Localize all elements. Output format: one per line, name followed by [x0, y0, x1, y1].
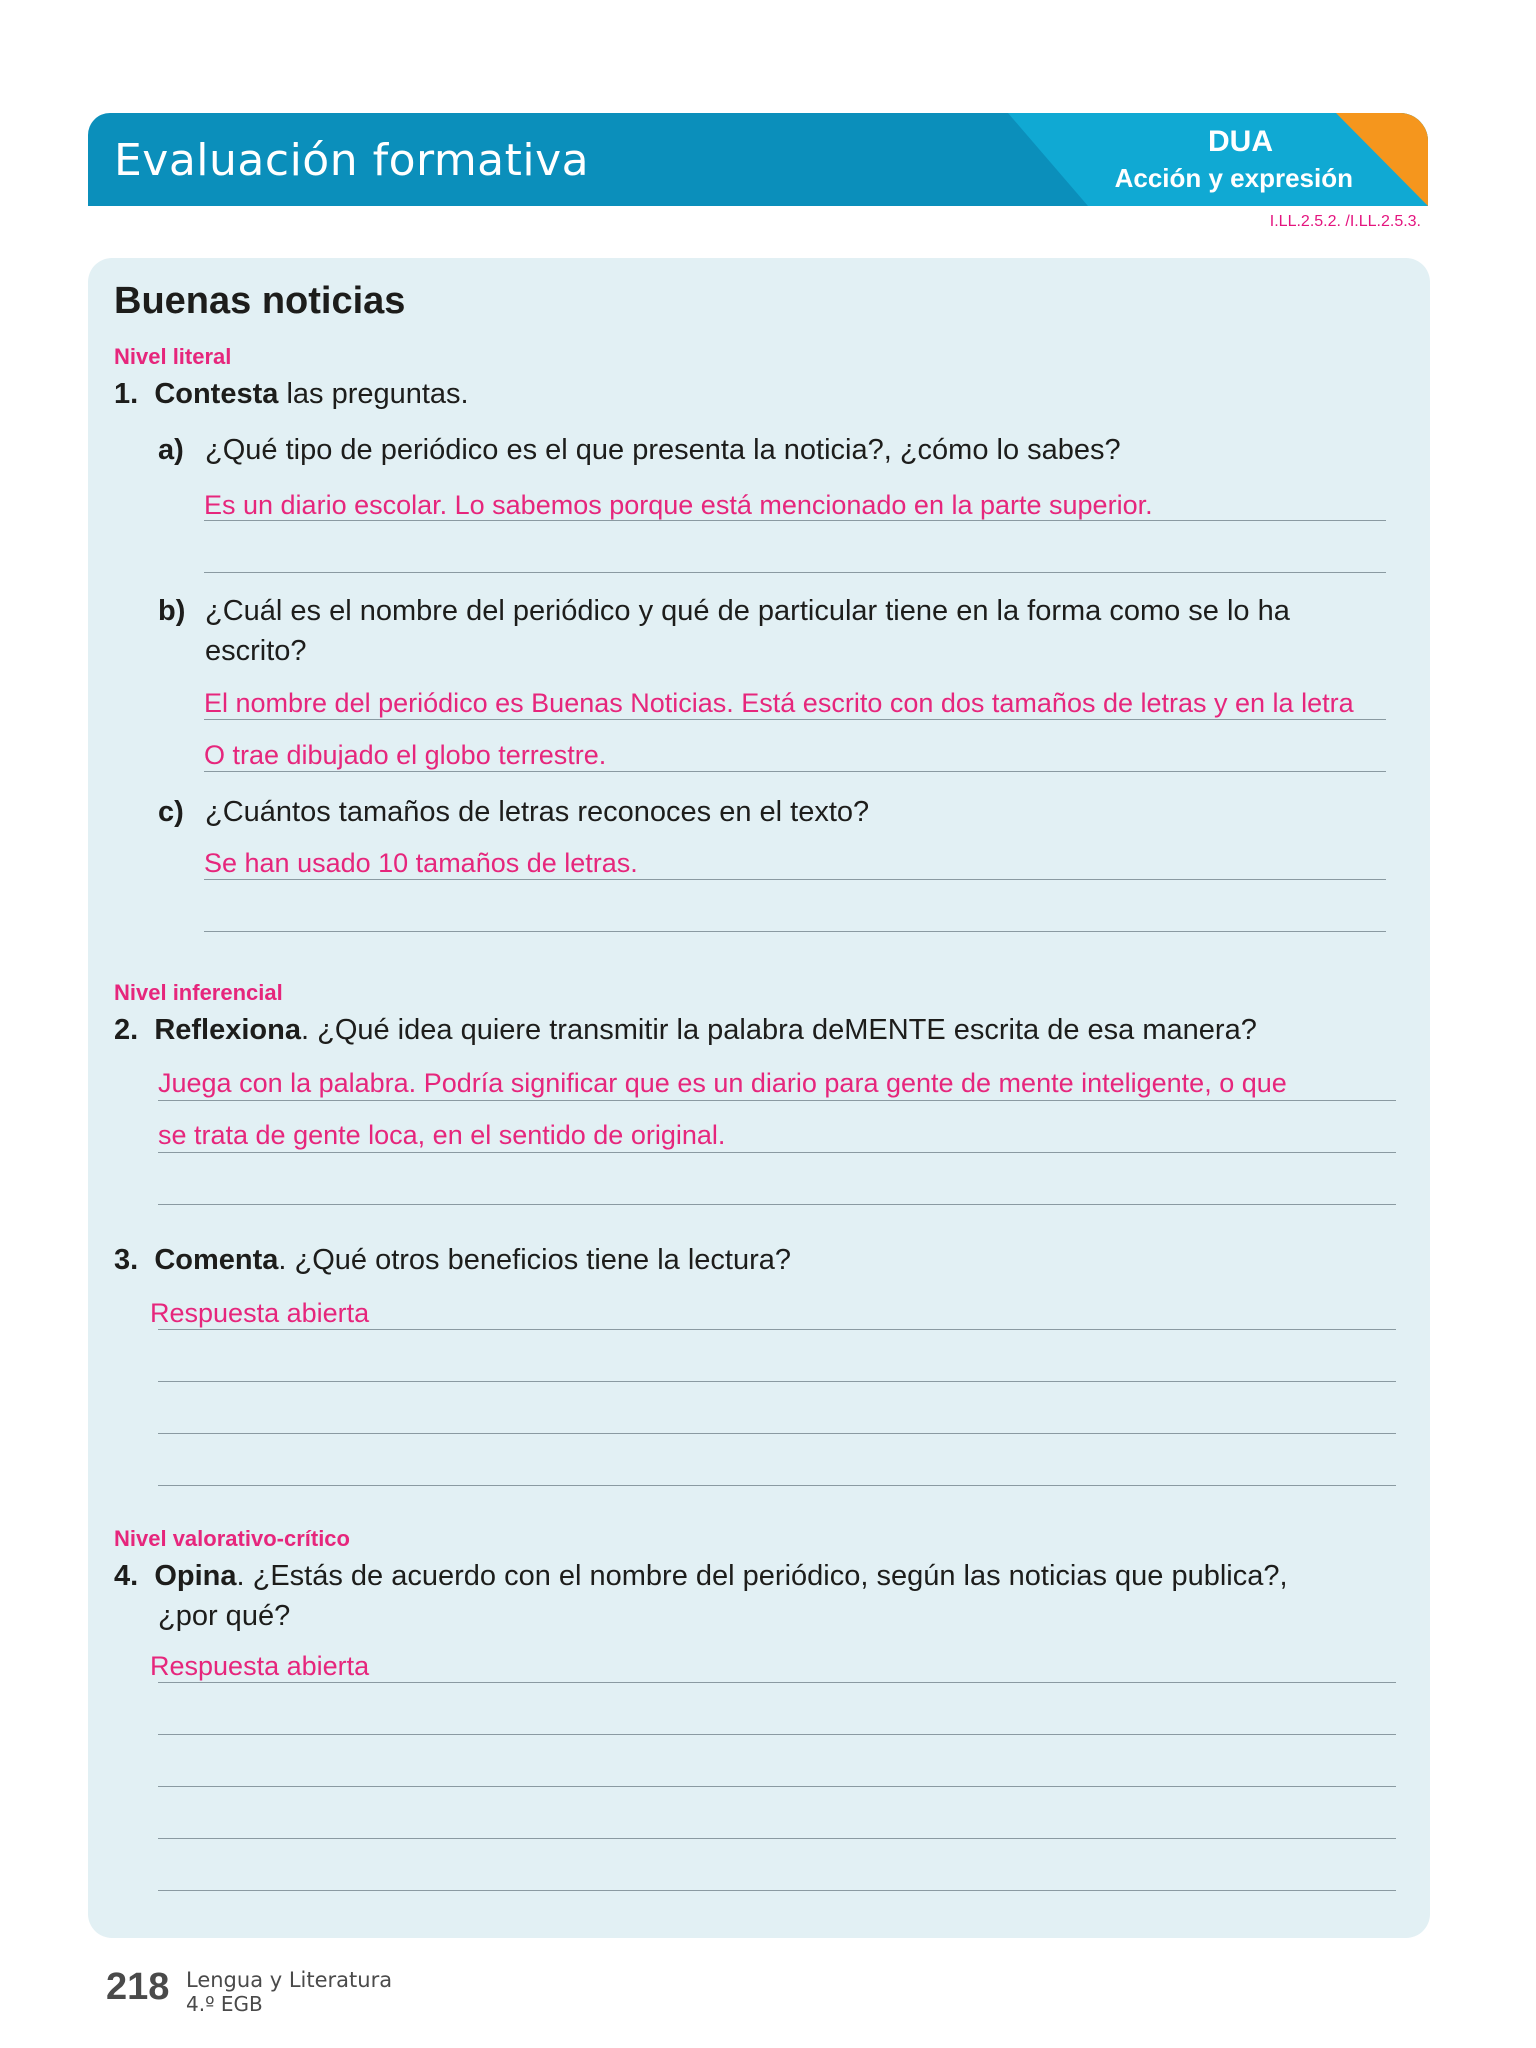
answer-line	[158, 1786, 1396, 1787]
footer-grade: 4.º EGB	[186, 1992, 263, 2016]
answer-b-line2: O trae dibujado el globo terrestre.	[204, 740, 607, 770]
sub-text: ¿Cuál es el nombre del periódico y qué de particular tiene en la forma como se lo ha	[205, 595, 1290, 627]
sub-text: ¿Qué tipo de periódico es el que presenta la noticia?, ¿cómo lo sabes?	[205, 434, 1121, 466]
answer-line	[204, 572, 1386, 573]
answer-line	[158, 1734, 1396, 1735]
dua-subtitle: Acción y expresión	[1114, 163, 1353, 193]
answer-line	[158, 1890, 1396, 1891]
question-4	[114, 1560, 1414, 1593]
question-1	[114, 378, 469, 411]
question-text: . ¿Estás de acuerdo con el nombre del periódico, según las noticias que publica?,	[236, 1560, 1288, 1592]
question-number: 3.	[114, 1244, 139, 1276]
page-number: 218	[106, 1966, 170, 2008]
question-keyword: Reflexiona	[154, 1014, 301, 1046]
sub-letter: c)	[158, 796, 184, 828]
answer-line	[158, 1433, 1396, 1434]
question-2	[114, 1014, 1257, 1047]
question-number: 1.	[114, 378, 139, 410]
question-number: 4.	[114, 1560, 139, 1592]
answer-line	[204, 931, 1386, 932]
question-3	[114, 1244, 791, 1277]
answer-line	[204, 520, 1386, 521]
dua-title: DUA	[1208, 125, 1273, 158]
answer-line	[158, 1152, 1396, 1153]
sub-question-b	[158, 595, 1378, 631]
question-number: 2.	[114, 1014, 139, 1046]
answer-line	[158, 1381, 1396, 1382]
question-4-continued: ¿por qué?	[158, 1600, 291, 1632]
answer-b-line1: El nombre del periódico es Buenas Noticias. Está escrito con dos tamaños de letras y en la letra	[204, 688, 1354, 718]
answer-4: Respuesta abierta	[150, 1651, 370, 1681]
answer-c: Se han usado 10 tamaños de letras.	[204, 848, 638, 878]
question-text: . ¿Qué idea quiere transmitir la palabra deMENTE escrita de esa manera?	[300, 1014, 1257, 1046]
answer-2-line2: se trata de gente loca, en el sentido de original.	[158, 1120, 726, 1150]
question-text: las preguntas.	[278, 378, 469, 410]
indicator-codes: I.LL.2.5.2. /I.LL.2.5.3.	[1269, 213, 1421, 230]
question-keyword: Comenta	[154, 1244, 279, 1276]
question-keyword: Contesta	[154, 378, 279, 410]
answer-line	[158, 1485, 1396, 1486]
sub-question-b-continued	[158, 635, 1358, 671]
answer-line	[158, 1204, 1396, 1205]
answer-line	[204, 879, 1386, 880]
sub-letter: a)	[158, 434, 184, 466]
answer-3: Respuesta abierta	[150, 1298, 370, 1328]
answer-line	[204, 719, 1386, 720]
question-keyword: Opina	[154, 1560, 237, 1592]
activity-panel	[88, 258, 1430, 1938]
sub-question-a	[158, 434, 1358, 470]
sub-text: escrito?	[205, 635, 307, 667]
level-literal: Nivel literal	[114, 344, 232, 369]
level-valorativo-critico: Nivel valorativo-crítico	[114, 1526, 350, 1551]
answer-line	[158, 1100, 1396, 1101]
footer-subject: Lengua y Literatura	[186, 1968, 393, 1992]
question-text: . ¿Qué otros beneficios tiene la lectura?	[278, 1244, 792, 1276]
answer-a: Es un diario escolar. Lo sabemos porque está mencionado en la parte superior.	[204, 490, 1153, 520]
sub-letter: b)	[158, 595, 186, 627]
answer-2-line1: Juega con la palabra. Podría significar que es un diario para gente de mente inteligente, o que	[158, 1068, 1287, 1098]
answer-line	[158, 1329, 1396, 1330]
header-banner	[88, 113, 1428, 206]
answer-line	[158, 1682, 1396, 1683]
answer-line	[158, 1838, 1396, 1839]
section-title: Buenas noticias	[114, 280, 406, 322]
page-title: Evaluación formativa	[114, 135, 590, 186]
level-inferencial: Nivel inferencial	[114, 980, 283, 1005]
answer-line	[204, 771, 1386, 772]
sub-question-c	[158, 796, 1358, 832]
sub-text: ¿Cuántos tamaños de letras reconoces en el texto?	[205, 796, 870, 828]
